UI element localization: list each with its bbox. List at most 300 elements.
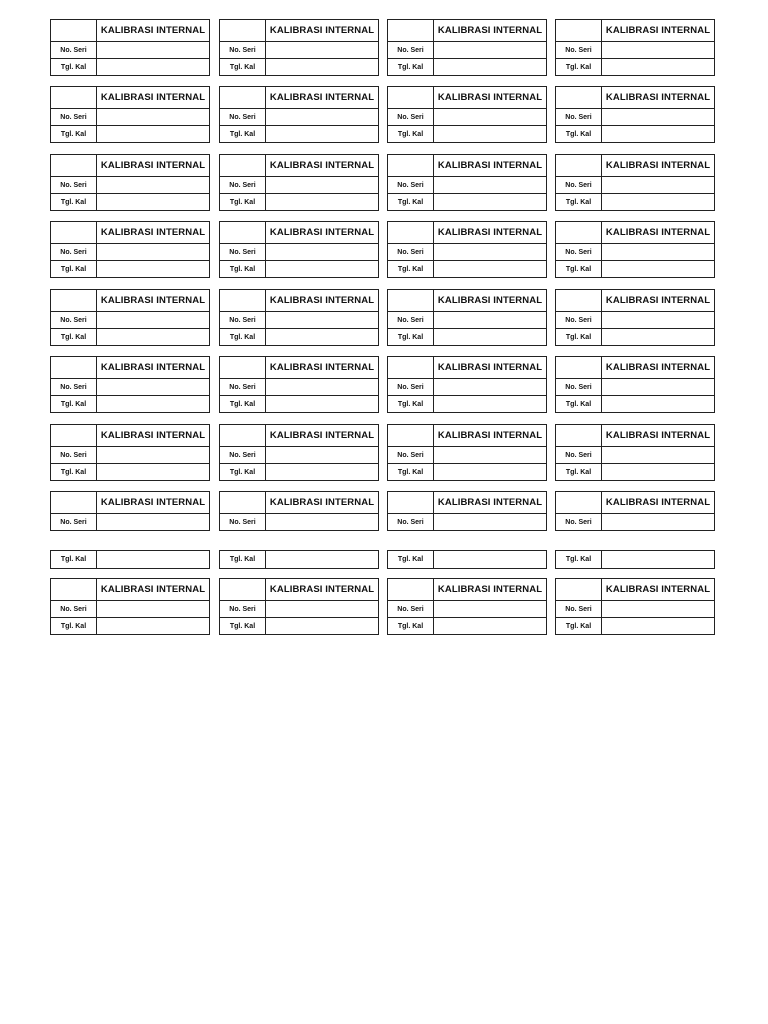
calibration-label (555, 289, 715, 346)
label-title-row (556, 155, 714, 176)
serial-number-value-cell (97, 601, 209, 617)
label-title-blank-cell (220, 20, 266, 41)
label-title-row (388, 492, 546, 513)
calibration-label (219, 356, 379, 413)
serial-number-label: No. Seri (51, 109, 97, 125)
calibration-date-label: Tgl. Kal (51, 396, 97, 412)
calibration-date-label: Tgl. Kal (51, 329, 97, 345)
serial-number-row (51, 108, 209, 125)
calibration-label (387, 19, 547, 76)
serial-number-label: No. Seri (220, 177, 266, 193)
calibration-date-row (388, 395, 546, 412)
serial-number-row (51, 378, 209, 395)
calibration-date-label: Tgl. Kal (388, 618, 434, 634)
calibration-date-row (51, 193, 209, 210)
label-title-blank-cell (220, 87, 266, 108)
calibration-date-value-cell (266, 126, 378, 142)
calibration-date-value-cell (602, 59, 714, 75)
label-title-row (556, 425, 714, 446)
serial-number-value-cell (266, 177, 378, 193)
serial-number-value-cell (602, 379, 714, 395)
serial-number-value-cell (97, 109, 209, 125)
label-title: KALIBRASI INTERNAL (605, 430, 711, 441)
serial-number-value-cell (266, 514, 378, 530)
serial-number-row (220, 446, 378, 463)
calibration-date-row (556, 260, 714, 277)
serial-number-value-cell (602, 109, 714, 125)
label-title-blank-cell (556, 425, 602, 446)
calibration-date-label: Tgl. Kal (388, 194, 434, 210)
calibration-date-row (556, 617, 714, 634)
calibration-label (555, 86, 715, 143)
serial-number-label: No. Seri (388, 601, 434, 617)
calibration-date-row (388, 617, 546, 634)
calibration-label-bottom-part (219, 550, 379, 569)
serial-number-label: No. Seri (220, 109, 266, 125)
calibration-date-row (51, 395, 209, 412)
label-title-row (220, 492, 378, 513)
calibration-date-label: Tgl. Kal (220, 618, 266, 634)
label-title-blank-cell (51, 87, 97, 108)
label-title-blank-cell (51, 579, 97, 600)
serial-number-row (220, 513, 378, 530)
calibration-date-value-cell (266, 618, 378, 634)
calibration-date-row (51, 125, 209, 142)
serial-number-row (388, 243, 546, 260)
label-title-blank-cell (220, 492, 266, 513)
calibration-date-row (220, 551, 378, 568)
label-title-row (556, 357, 714, 378)
label-title-row (388, 20, 546, 41)
label-title: KALIBRASI INTERNAL (100, 92, 206, 103)
label-title-row (220, 290, 378, 311)
calibration-date-value-cell (602, 551, 714, 568)
calibration-date-label: Tgl. Kal (51, 194, 97, 210)
calibration-date-label: Tgl. Kal (556, 464, 602, 480)
label-title-blank-cell (556, 222, 602, 243)
calibration-date-value-cell (97, 396, 209, 412)
serial-number-row (388, 108, 546, 125)
serial-number-row (220, 243, 378, 260)
label-title-row (51, 357, 209, 378)
label-title-blank-cell (556, 492, 602, 513)
calibration-label (50, 86, 210, 143)
serial-number-label: No. Seri (388, 42, 434, 58)
label-title-blank-cell (51, 290, 97, 311)
calibration-date-value-cell (97, 329, 209, 345)
calibration-date-value-cell (266, 396, 378, 412)
label-title-blank-cell (220, 222, 266, 243)
serial-number-label: No. Seri (556, 244, 602, 260)
label-title: KALIBRASI INTERNAL (437, 25, 543, 36)
serial-number-label: No. Seri (556, 42, 602, 58)
label-title: KALIBRASI INTERNAL (605, 25, 711, 36)
serial-number-label: No. Seri (51, 42, 97, 58)
label-title: KALIBRASI INTERNAL (437, 362, 543, 373)
calibration-date-label: Tgl. Kal (220, 194, 266, 210)
serial-number-value-cell (434, 514, 546, 530)
calibration-label (50, 289, 210, 346)
calibration-date-row (220, 328, 378, 345)
serial-number-row (51, 41, 209, 58)
label-title-blank-cell (388, 357, 434, 378)
calibration-label (387, 86, 547, 143)
serial-number-label: No. Seri (556, 379, 602, 395)
calibration-date-label: Tgl. Kal (388, 329, 434, 345)
label-title-blank-cell (388, 492, 434, 513)
serial-number-row (556, 311, 714, 328)
calibration-date-label: Tgl. Kal (220, 464, 266, 480)
calibration-label (387, 424, 547, 481)
calibration-date-value-cell (266, 551, 378, 568)
serial-number-row (388, 600, 546, 617)
calibration-date-value-cell (434, 464, 546, 480)
serial-number-row (556, 446, 714, 463)
label-title: KALIBRASI INTERNAL (269, 295, 375, 306)
calibration-date-value-cell (266, 59, 378, 75)
serial-number-value-cell (602, 312, 714, 328)
label-title-row (220, 20, 378, 41)
serial-number-label: No. Seri (220, 42, 266, 58)
label-title-row (51, 155, 209, 176)
label-title-blank-cell (51, 20, 97, 41)
calibration-label-top-part (219, 491, 379, 531)
calibration-label (219, 19, 379, 76)
label-title-blank-cell (220, 579, 266, 600)
label-title-row (51, 579, 209, 600)
serial-number-row (51, 243, 209, 260)
calibration-date-row (388, 260, 546, 277)
serial-number-row (388, 513, 546, 530)
calibration-date-row (51, 328, 209, 345)
serial-number-row (51, 446, 209, 463)
label-title-row (51, 222, 209, 243)
calibration-date-value-cell (97, 59, 209, 75)
serial-number-label: No. Seri (220, 379, 266, 395)
serial-number-value-cell (97, 42, 209, 58)
label-title: KALIBRASI INTERNAL (605, 227, 711, 238)
serial-number-value-cell (602, 244, 714, 260)
calibration-date-row (388, 463, 546, 480)
calibration-date-label: Tgl. Kal (388, 464, 434, 480)
label-title-row (556, 222, 714, 243)
label-title: KALIBRASI INTERNAL (605, 92, 711, 103)
calibration-date-row (220, 260, 378, 277)
calibration-label-bottom-part (555, 550, 715, 569)
serial-number-row (220, 600, 378, 617)
calibration-date-label: Tgl. Kal (220, 261, 266, 277)
serial-number-row (51, 176, 209, 193)
calibration-label (50, 221, 210, 278)
calibration-date-value-cell (602, 194, 714, 210)
calibration-date-value-cell (434, 329, 546, 345)
label-title-blank-cell (51, 425, 97, 446)
label-title-blank-cell (51, 222, 97, 243)
calibration-date-label: Tgl. Kal (556, 59, 602, 75)
serial-number-label: No. Seri (388, 177, 434, 193)
label-title: KALIBRASI INTERNAL (269, 430, 375, 441)
label-title-blank-cell (220, 290, 266, 311)
calibration-label-bottom-part (50, 550, 210, 569)
serial-number-row (556, 378, 714, 395)
label-title-blank-cell (388, 87, 434, 108)
label-title-blank-cell (388, 579, 434, 600)
calibration-date-value-cell (266, 464, 378, 480)
serial-number-label: No. Seri (556, 601, 602, 617)
serial-number-value-cell (97, 177, 209, 193)
serial-number-value-cell (602, 514, 714, 530)
serial-number-row (556, 108, 714, 125)
label-title: KALIBRASI INTERNAL (100, 160, 206, 171)
calibration-label (219, 424, 379, 481)
calibration-date-row (556, 551, 714, 568)
label-title: KALIBRASI INTERNAL (605, 295, 711, 306)
calibration-date-label: Tgl. Kal (51, 261, 97, 277)
label-title: KALIBRASI INTERNAL (100, 362, 206, 373)
calibration-label (50, 154, 210, 211)
serial-number-value-cell (266, 312, 378, 328)
label-title: KALIBRASI INTERNAL (269, 92, 375, 103)
calibration-label (50, 356, 210, 413)
label-title: KALIBRASI INTERNAL (437, 227, 543, 238)
label-title-blank-cell (388, 222, 434, 243)
serial-number-label: No. Seri (388, 514, 434, 530)
calibration-label (50, 19, 210, 76)
label-title-blank-cell (556, 20, 602, 41)
calibration-label (387, 154, 547, 211)
serial-number-value-cell (266, 42, 378, 58)
calibration-date-value-cell (266, 329, 378, 345)
serial-number-value-cell (434, 312, 546, 328)
calibration-date-label: Tgl. Kal (220, 126, 266, 142)
calibration-date-label: Tgl. Kal (388, 126, 434, 142)
calibration-date-label: Tgl. Kal (51, 464, 97, 480)
label-title-row (388, 425, 546, 446)
label-title-row (556, 20, 714, 41)
serial-number-label: No. Seri (556, 177, 602, 193)
serial-number-value-cell (434, 379, 546, 395)
label-title-blank-cell (220, 357, 266, 378)
calibration-label-top-part (50, 491, 210, 531)
label-title: KALIBRASI INTERNAL (605, 160, 711, 171)
label-title: KALIBRASI INTERNAL (269, 362, 375, 373)
serial-number-label: No. Seri (51, 379, 97, 395)
serial-number-row (388, 311, 546, 328)
calibration-date-label: Tgl. Kal (388, 551, 434, 568)
calibration-date-row (220, 463, 378, 480)
label-title-blank-cell (388, 20, 434, 41)
label-title-row (220, 222, 378, 243)
serial-number-value-cell (266, 109, 378, 125)
serial-number-value-cell (434, 177, 546, 193)
calibration-date-row (220, 193, 378, 210)
calibration-label (219, 289, 379, 346)
label-title-row (556, 87, 714, 108)
calibration-date-row (388, 193, 546, 210)
label-title-blank-cell (51, 155, 97, 176)
serial-number-value-cell (434, 109, 546, 125)
calibration-date-value-cell (602, 396, 714, 412)
label-title: KALIBRASI INTERNAL (605, 497, 711, 508)
calibration-date-value-cell (97, 618, 209, 634)
serial-number-label: No. Seri (51, 177, 97, 193)
serial-number-row (51, 600, 209, 617)
serial-number-label: No. Seri (220, 447, 266, 463)
calibration-date-value-cell (97, 464, 209, 480)
calibration-date-value-cell (434, 396, 546, 412)
label-title-blank-cell (556, 87, 602, 108)
serial-number-label: No. Seri (51, 312, 97, 328)
calibration-label (387, 289, 547, 346)
label-title: KALIBRASI INTERNAL (269, 25, 375, 36)
serial-number-value-cell (434, 601, 546, 617)
calibration-label (50, 424, 210, 481)
calibration-label (387, 356, 547, 413)
label-title: KALIBRASI INTERNAL (437, 430, 543, 441)
label-title-row (51, 492, 209, 513)
serial-number-label: No. Seri (220, 601, 266, 617)
calibration-label (555, 221, 715, 278)
label-title-row (388, 579, 546, 600)
serial-number-row (220, 108, 378, 125)
label-title-blank-cell (556, 155, 602, 176)
label-title-row (388, 357, 546, 378)
label-title-blank-cell (220, 425, 266, 446)
calibration-date-value-cell (602, 261, 714, 277)
label-title: KALIBRASI INTERNAL (437, 584, 543, 595)
serial-number-row (220, 176, 378, 193)
calibration-date-label: Tgl. Kal (220, 329, 266, 345)
calibration-date-label: Tgl. Kal (556, 551, 602, 568)
serial-number-value-cell (97, 312, 209, 328)
calibration-label (555, 19, 715, 76)
calibration-label (219, 154, 379, 211)
label-title-row (220, 579, 378, 600)
calibration-date-row (388, 328, 546, 345)
serial-number-value-cell (266, 379, 378, 395)
label-title-blank-cell (388, 425, 434, 446)
calibration-date-value-cell (434, 618, 546, 634)
calibration-label (219, 578, 379, 635)
label-title-row (51, 290, 209, 311)
serial-number-label: No. Seri (388, 244, 434, 260)
calibration-date-label: Tgl. Kal (556, 194, 602, 210)
calibration-date-value-cell (602, 618, 714, 634)
calibration-label (555, 578, 715, 635)
serial-number-label: No. Seri (556, 514, 602, 530)
label-title: KALIBRASI INTERNAL (100, 25, 206, 36)
calibration-date-row (556, 328, 714, 345)
calibration-date-row (388, 125, 546, 142)
calibration-date-value-cell (434, 59, 546, 75)
serial-number-value-cell (266, 601, 378, 617)
label-title-row (51, 20, 209, 41)
calibration-label (219, 221, 379, 278)
calibration-date-value-cell (266, 194, 378, 210)
serial-number-row (556, 513, 714, 530)
label-title: KALIBRASI INTERNAL (269, 160, 375, 171)
label-title: KALIBRASI INTERNAL (100, 227, 206, 238)
serial-number-label: No. Seri (51, 244, 97, 260)
calibration-date-row (220, 125, 378, 142)
calibration-label (50, 578, 210, 635)
calibration-date-row (51, 617, 209, 634)
calibration-date-label: Tgl. Kal (556, 618, 602, 634)
label-title: KALIBRASI INTERNAL (100, 584, 206, 595)
calibration-label (555, 154, 715, 211)
calibration-label (555, 356, 715, 413)
calibration-label (219, 86, 379, 143)
label-title: KALIBRASI INTERNAL (100, 295, 206, 306)
label-title-blank-cell (388, 155, 434, 176)
calibration-date-label: Tgl. Kal (220, 59, 266, 75)
calibration-label (387, 221, 547, 278)
serial-number-row (388, 176, 546, 193)
serial-number-row (556, 243, 714, 260)
serial-number-value-cell (434, 447, 546, 463)
calibration-date-row (220, 617, 378, 634)
calibration-date-row (556, 193, 714, 210)
serial-number-label: No. Seri (388, 379, 434, 395)
serial-number-row (556, 600, 714, 617)
label-title-row (556, 492, 714, 513)
serial-number-row (220, 41, 378, 58)
calibration-date-row (51, 260, 209, 277)
serial-number-label: No. Seri (220, 514, 266, 530)
calibration-date-value-cell (97, 194, 209, 210)
calibration-date-row (556, 58, 714, 75)
serial-number-label: No. Seri (51, 514, 97, 530)
label-title-row (388, 155, 546, 176)
calibration-date-label: Tgl. Kal (556, 396, 602, 412)
calibration-label-top-part (387, 491, 547, 531)
label-title: KALIBRASI INTERNAL (269, 497, 375, 508)
calibration-date-label: Tgl. Kal (51, 59, 97, 75)
label-title-blank-cell (556, 290, 602, 311)
calibration-date-row (388, 58, 546, 75)
calibration-date-value-cell (434, 551, 546, 568)
label-title-row (556, 290, 714, 311)
calibration-date-value-cell (434, 126, 546, 142)
calibration-label (555, 424, 715, 481)
calibration-label (387, 578, 547, 635)
serial-number-value-cell (97, 447, 209, 463)
serial-number-row (220, 378, 378, 395)
label-title: KALIBRASI INTERNAL (437, 160, 543, 171)
label-title-blank-cell (51, 357, 97, 378)
calibration-date-value-cell (602, 464, 714, 480)
serial-number-value-cell (602, 42, 714, 58)
label-title: KALIBRASI INTERNAL (437, 497, 543, 508)
serial-number-label: No. Seri (388, 312, 434, 328)
serial-number-value-cell (266, 244, 378, 260)
label-title: KALIBRASI INTERNAL (100, 430, 206, 441)
label-title: KALIBRASI INTERNAL (605, 362, 711, 373)
label-title-row (388, 87, 546, 108)
label-title: KALIBRASI INTERNAL (100, 497, 206, 508)
label-title: KALIBRASI INTERNAL (437, 295, 543, 306)
calibration-date-label: Tgl. Kal (51, 618, 97, 634)
label-title-row (51, 87, 209, 108)
label-title: KALIBRASI INTERNAL (437, 92, 543, 103)
calibration-date-value-cell (434, 261, 546, 277)
calibration-date-row (220, 395, 378, 412)
label-title-blank-cell (556, 357, 602, 378)
serial-number-row (51, 311, 209, 328)
calibration-date-row (556, 395, 714, 412)
calibration-date-row (388, 551, 546, 568)
calibration-date-value-cell (266, 261, 378, 277)
